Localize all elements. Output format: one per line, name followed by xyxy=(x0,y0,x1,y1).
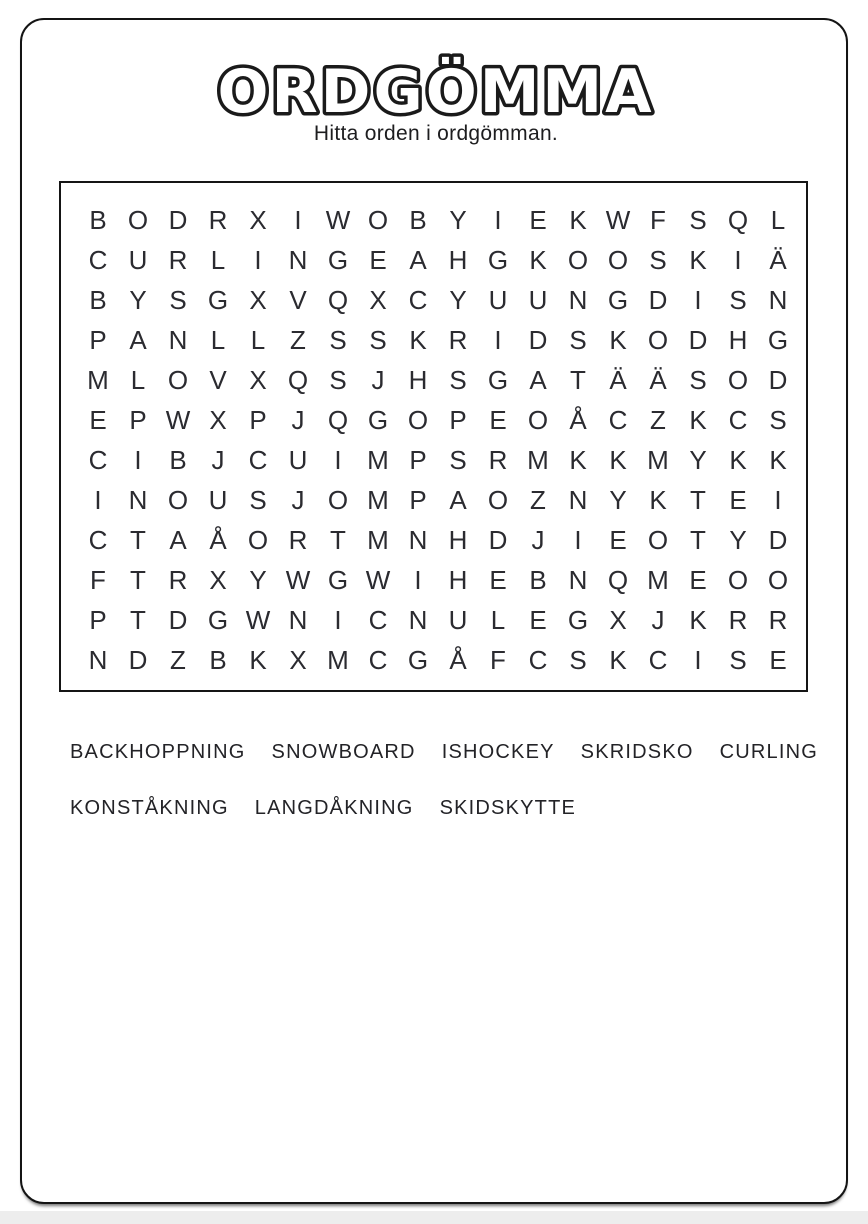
grid-letter: K xyxy=(529,245,547,275)
grid-letter: O xyxy=(567,245,589,275)
grid-letter: M xyxy=(327,645,349,675)
grid-letter: R xyxy=(288,525,308,555)
grid-letter: S xyxy=(329,325,347,355)
grid-letter: N xyxy=(408,605,428,635)
grid-letter: J xyxy=(531,525,545,555)
grid-letter: X xyxy=(209,405,227,435)
grid-letter: J xyxy=(371,365,385,395)
grid-letter: R xyxy=(168,565,188,595)
grid-letter: E xyxy=(609,525,627,555)
grid-letter: R xyxy=(728,605,748,635)
grid-letter: Y xyxy=(129,285,147,315)
grid-letter: O xyxy=(487,485,509,515)
grid-letter: K xyxy=(249,645,267,675)
grid-letter: O xyxy=(127,205,149,235)
grid-letter: R xyxy=(448,325,468,355)
grid-letter: E xyxy=(489,405,507,435)
grid-letter: I xyxy=(294,205,302,235)
grid-letter: J xyxy=(291,405,305,435)
word-search-grid xyxy=(59,181,808,692)
grid-letter: Q xyxy=(327,285,349,315)
grid-letter: S xyxy=(729,285,747,315)
grid-letter: O xyxy=(247,525,269,555)
grid-letter: N xyxy=(128,485,148,515)
grid-letter: A xyxy=(449,485,467,515)
grid-letter: O xyxy=(407,405,429,435)
grid-letter: E xyxy=(529,205,547,235)
grid-letter: Q xyxy=(727,205,749,235)
grid-letter: K xyxy=(409,325,427,355)
grid-letter: G xyxy=(487,245,509,275)
grid-letter: P xyxy=(409,485,427,515)
grid-letter: P xyxy=(89,605,107,635)
grid-letter: K xyxy=(609,645,627,675)
word-list-item: ISHOCKEY xyxy=(441,740,555,763)
grid-letter: R xyxy=(168,245,188,275)
grid-letter: X xyxy=(249,285,267,315)
grid-letter: H xyxy=(448,525,468,555)
worksheet-page xyxy=(20,18,848,1204)
grid-letter: T xyxy=(130,565,146,595)
grid-letter: E xyxy=(689,565,707,595)
grid-letter: N xyxy=(568,485,588,515)
grid-letter: E xyxy=(489,565,507,595)
grid-letter: P xyxy=(449,405,467,435)
grid-letter: D xyxy=(168,605,188,635)
word-list-item: BACKHOPPNING xyxy=(70,740,246,763)
grid-letter: I xyxy=(334,445,342,475)
grid-letter: P xyxy=(409,445,427,475)
grid-letter: G xyxy=(607,285,629,315)
grid-letter: K xyxy=(689,405,707,435)
grid-letter: N xyxy=(88,645,108,675)
grid-letter: A xyxy=(129,325,147,355)
puzzle-title-text: ORDGÖMMA xyxy=(217,57,655,127)
grid-letter: C xyxy=(728,405,748,435)
grid-letter: Ä xyxy=(769,245,787,275)
grid-letter: P xyxy=(249,405,267,435)
grid-letter: K xyxy=(569,205,587,235)
grid-letter: A xyxy=(529,365,547,395)
grid-letter: E xyxy=(369,245,387,275)
grid-letter: K xyxy=(649,485,667,515)
grid-letter: I xyxy=(254,245,262,275)
grid-letter: F xyxy=(490,645,506,675)
grid-letter: D xyxy=(488,525,508,555)
grid-letter: J xyxy=(211,445,225,475)
grid-letter: N xyxy=(768,285,788,315)
word-list-item: LANGDÅKNING xyxy=(254,796,414,819)
grid-letter: R xyxy=(208,205,228,235)
grid-letter: K xyxy=(729,445,747,475)
grid-letter: H xyxy=(408,365,428,395)
grid-letter: C xyxy=(408,285,428,315)
grid-letter: Z xyxy=(170,645,186,675)
grid-letter: H xyxy=(448,565,468,595)
grid-letter: X xyxy=(249,365,267,395)
grid-letter: S xyxy=(329,365,347,395)
grid-letter: B xyxy=(209,645,227,675)
grid-letter: Å xyxy=(569,405,587,435)
grid-letter: L xyxy=(130,365,146,395)
grid-letter: L xyxy=(210,245,226,275)
grid-letter: I xyxy=(334,605,342,635)
grid-letter: S xyxy=(649,245,667,275)
grid-letter: H xyxy=(728,325,748,355)
grid-letter: K xyxy=(609,445,627,475)
grid-letter: M xyxy=(87,365,109,395)
grid-letter: C xyxy=(88,525,108,555)
grid-letter: Q xyxy=(607,565,629,595)
grid-letter: M xyxy=(367,445,389,475)
grid-letter: G xyxy=(487,365,509,395)
grid-letter: Å xyxy=(209,525,227,555)
grid-letter: C xyxy=(88,445,108,475)
grid-letter: I xyxy=(134,445,142,475)
grid-letter: V xyxy=(209,365,227,395)
grid-letter: G xyxy=(367,405,389,435)
grid-letter: G xyxy=(327,565,349,595)
grid-letter: Y xyxy=(689,445,707,475)
grid-letter: Y xyxy=(609,485,627,515)
grid-letter: O xyxy=(647,325,669,355)
grid-letter: T xyxy=(690,485,706,515)
subtitle: Hitta orden i ordgömman. xyxy=(313,122,559,145)
grid-letter: O xyxy=(527,405,549,435)
grid-letter: S xyxy=(249,485,267,515)
grid-letter: D xyxy=(768,525,788,555)
grid-letter: O xyxy=(327,485,349,515)
grid-letter: E xyxy=(89,405,107,435)
grid-letter: W xyxy=(165,405,191,435)
grid-letter: M xyxy=(527,445,549,475)
grid-letter: W xyxy=(325,205,351,235)
grid-letter: D xyxy=(168,205,188,235)
grid-letter: Z xyxy=(650,405,666,435)
page-bottom-edge xyxy=(0,1211,868,1224)
grid-letter: Z xyxy=(290,325,306,355)
grid-letter: I xyxy=(94,485,102,515)
grid-letter: M xyxy=(367,525,389,555)
grid-letter: U xyxy=(288,445,308,475)
grid-letter: S xyxy=(729,645,747,675)
grid-letter: U xyxy=(448,605,468,635)
grid-letter: C xyxy=(648,645,668,675)
grid-letter: N xyxy=(408,525,428,555)
grid-letter: C xyxy=(528,645,548,675)
grid-letter: U xyxy=(488,285,508,315)
grid-letter: X xyxy=(289,645,307,675)
grid-letter: X xyxy=(369,285,387,315)
grid-letter: F xyxy=(650,205,666,235)
grid-letter: G xyxy=(767,325,789,355)
grid-letter: C xyxy=(248,445,268,475)
grid-letter: T xyxy=(130,605,146,635)
grid-letter: S xyxy=(449,445,467,475)
grid-letter: W xyxy=(605,205,631,235)
grid-letter: L xyxy=(770,205,786,235)
grid-letter: O xyxy=(607,245,629,275)
grid-letter: O xyxy=(767,565,789,595)
grid-letter: S xyxy=(769,405,787,435)
grid-letter: N xyxy=(168,325,188,355)
grid-letter: C xyxy=(608,405,628,435)
grid-letter: B xyxy=(529,565,547,595)
grid-letter: D xyxy=(688,325,708,355)
grid-letter: Ä xyxy=(609,365,627,395)
grid-letter: T xyxy=(330,525,346,555)
grid-letter: G xyxy=(207,605,229,635)
word-list-line-2 xyxy=(70,780,810,836)
grid-letter: U xyxy=(128,245,148,275)
grid-letter: D xyxy=(768,365,788,395)
grid-letter: M xyxy=(647,565,669,595)
grid-letter: T xyxy=(570,365,586,395)
grid-letter: W xyxy=(245,605,271,635)
grid-letter: L xyxy=(250,325,266,355)
grid-letter: S xyxy=(369,325,387,355)
word-list xyxy=(70,724,819,836)
grid-letter: I xyxy=(774,485,782,515)
grid-letter: I xyxy=(734,245,742,275)
grid-letter: K xyxy=(569,445,587,475)
grid-letter: H xyxy=(448,245,468,275)
grid-letter: O xyxy=(727,565,749,595)
grid-letter: I xyxy=(694,645,702,675)
grid-letter: A xyxy=(409,245,427,275)
grid-letter: W xyxy=(365,565,391,595)
grid-letter: N xyxy=(288,245,308,275)
grid-letter: I xyxy=(414,565,422,595)
grid-letter: B xyxy=(89,285,107,315)
grid-letter: N xyxy=(568,285,588,315)
grid-letter: T xyxy=(690,525,706,555)
grid-letter: E xyxy=(769,645,787,675)
grid-letter: S xyxy=(689,365,707,395)
grid-letter: R xyxy=(488,445,508,475)
letter-grid xyxy=(78,200,798,680)
grid-letter: O xyxy=(727,365,749,395)
grid-letter: X xyxy=(209,565,227,595)
grid-letter: M xyxy=(647,445,669,475)
grid-letter: C xyxy=(368,645,388,675)
grid-letter: C xyxy=(368,605,388,635)
word-list-item: CURLING xyxy=(719,740,819,763)
grid-letter: I xyxy=(494,325,502,355)
grid-letter: I xyxy=(494,205,502,235)
grid-letter: G xyxy=(327,245,349,275)
grid-letter: O xyxy=(647,525,669,555)
grid-letter: K xyxy=(609,325,627,355)
word-list-item: KONSTÅKNING xyxy=(70,796,229,819)
grid-letter: R xyxy=(768,605,788,635)
grid-letter: O xyxy=(367,205,389,235)
grid-letter: D xyxy=(128,645,148,675)
grid-letter: Q xyxy=(327,405,349,435)
grid-letter: I xyxy=(694,285,702,315)
grid-letter: L xyxy=(210,325,226,355)
grid-letter: Å xyxy=(449,645,467,675)
grid-letter: L xyxy=(490,605,506,635)
grid-letter: Q xyxy=(287,365,309,395)
grid-letter: P xyxy=(129,405,147,435)
grid-letter: D xyxy=(648,285,668,315)
grid-letter: I xyxy=(574,525,582,555)
grid-letter: A xyxy=(169,525,187,555)
grid-letter: G xyxy=(407,645,429,675)
grid-letter: X xyxy=(609,605,627,635)
grid-letter: B xyxy=(89,205,107,235)
word-list-item: SKRIDSKO xyxy=(580,740,694,763)
grid-letter: Y xyxy=(449,285,467,315)
grid-letter: U xyxy=(528,285,548,315)
grid-letter: U xyxy=(208,485,228,515)
grid-letter: E xyxy=(529,605,547,635)
grid-letter: Y xyxy=(449,205,467,235)
grid-letter: O xyxy=(167,485,189,515)
grid-letter: S xyxy=(689,205,707,235)
grid-letter: M xyxy=(367,485,389,515)
word-list-item: SKIDSKYTTE xyxy=(439,796,577,819)
word-list-line-1 xyxy=(70,724,819,780)
grid-letter: V xyxy=(289,285,307,315)
grid-letter: W xyxy=(285,565,311,595)
grid-letter: S xyxy=(569,325,587,355)
grid-letter: G xyxy=(207,285,229,315)
grid-letter: Z xyxy=(530,485,546,515)
grid-letter: Ä xyxy=(649,365,667,395)
grid-letter: Y xyxy=(249,565,267,595)
word-list-item: SNOWBOARD xyxy=(271,740,416,763)
grid-letter: J xyxy=(651,605,665,635)
grid-letter: O xyxy=(167,365,189,395)
grid-letter: Y xyxy=(729,525,747,555)
grid-letter: P xyxy=(89,325,107,355)
grid-letter: N xyxy=(288,605,308,635)
grid-letter: F xyxy=(90,565,106,595)
grid-letter: G xyxy=(567,605,589,635)
grid-letter: T xyxy=(130,525,146,555)
grid-letter: K xyxy=(769,445,787,475)
grid-letter: S xyxy=(169,285,187,315)
grid-letter: N xyxy=(568,565,588,595)
grid-letter: S xyxy=(449,365,467,395)
grid-letter: B xyxy=(169,445,187,475)
grid-letter: K xyxy=(689,245,707,275)
grid-letter: E xyxy=(729,485,747,515)
grid-letter: X xyxy=(249,205,267,235)
grid-letter: B xyxy=(409,205,427,235)
grid-letter: J xyxy=(291,485,305,515)
grid-letter: C xyxy=(88,245,108,275)
grid-letter: S xyxy=(569,645,587,675)
grid-letter: D xyxy=(528,325,548,355)
grid-letter: K xyxy=(689,605,707,635)
